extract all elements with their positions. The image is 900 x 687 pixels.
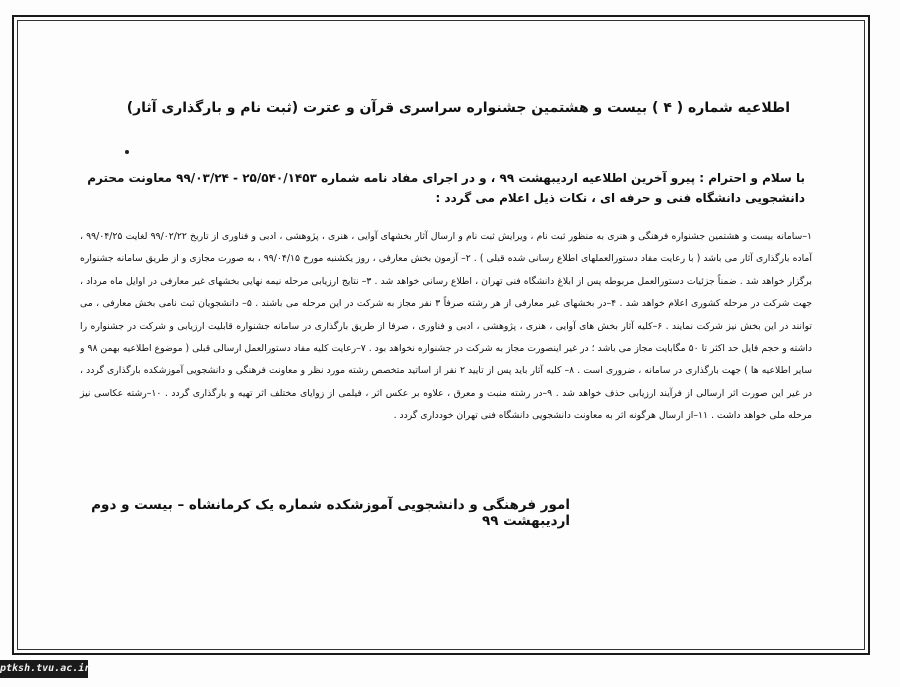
greeting-paragraph: با سلام و احترام : پیرو آخرین اطلاعیه اردیبهشت ۹۹ ، و در اجرای مفاد نامه شماره ۲۵/۵۴۰/۱۴۵۳ - ۹۹/۰۳/۲۴ معاونت محترم دانشجویی دانشگاه فنی و حرفه ای ، نکات ذیل اعلام می گردد : [87, 171, 805, 205]
announcement-body: ۱–سامانه بیست و هشتمین جشنواره فرهنگی و هنری به منظور ثبت نام ، ویرایش ثبت نام و ارسال آثار بخشهای آوایی ، هنری ، پژوهشی ، ادبی و فناوری از تاریخ ۹۹/۰۲/۲۲ لغایت ۹۹/۰۴/۲۵ ، آماده بارگذاری آثار می باشد ( با رعایت مفاد دستورالعملهای اطلاع رسانی شده قبلی ) . ۲– آزمون بخش معارفی ، روز یکشنبه مورخ ۹۹/۰۴/۱۵ ، به صورت مجازی و از طریق سامانه جشنواره برگزار خواهد شد . ضمناً جزئیات دستورالعمل مربوطه پس از ابلاغ دانشگاه فنی تهران ، اطلاع رسانی خواهد شد . ۳– نتایج ارزیابی مرحله نیمه نهایی بخشهای غیر معارفی در اوایل ماه مرداد ، جهت شرکت در مرحله کشوری اعلام خواهد شد . ۴–در بخشهای غیر معارفی از هر رشته صرفاً ۳ نفر مجاز به شرکت در این مرحله می باشند . ۵– دانشجویان ثبت نامی بخش معارفی ، می توانند در این بخش نیز شرکت نمایند . ۶–کلیه آثار بخش های آوایی ، هنری ، پژوهشی ، ادبی و فناوری ، صرفا از طریق بارگذاری در سامانه جشنواره قابلیت ارزیابی و شرکت در جشنواره را داشته و حجم فایل حد اکثر تا ۵۰ مگابایت مجاز می باشد ؛ در غیر اینصورت مجاز به شرکت در جشنواره نخواهد بود . ۷–رعایت کلیه مفاد دستورالعمل ارسالی قبلی ( موضوع اطلاعیه بهمن ۹۸ و سایر اطلاعیه ها ) جهت بارگذاری در سامانه ، ضروری است . ۸– کلیه آثار باید پس از تایید ۲ نفر از اساتید متخصص رشته مورد نظر و معاونت فرهنگی و دانشجویی آموزشکده بارگذاری گردد ، در غیر این صورت اثر ارسالی از فرآیند ارزیابی حذف خواهد شد . ۹–در رشته منبت و معرق ، علاوه بر عکس اثر ، فیلمی از زوایای مختلف اثر تهیه و بارگذاری گردد . ۱۰–رشته عکاسی نیز مرحله ملی خواهد داشت . ۱۱–از ارسال هرگونه اثر به معاونت دانشجویی دانشگاه فنی تهران خودداری گردد . [80, 231, 813, 422]
signature-line: امور فرهنگی و دانشجویی آموزشکده شماره یک کرمانشاه – بیست و دوم اردیبهشت ۹۹ [91, 497, 570, 529]
site-watermark: ptksh.tvu.ac.ir [0, 660, 88, 678]
announcement-title: اطلاعیه شماره ( ۴ ) بیست و هشتمین جشنواره سراسری قرآن و عترت (ثبت نام و بارگذاری آثار) [126, 100, 790, 116]
stray-dot [125, 150, 129, 154]
